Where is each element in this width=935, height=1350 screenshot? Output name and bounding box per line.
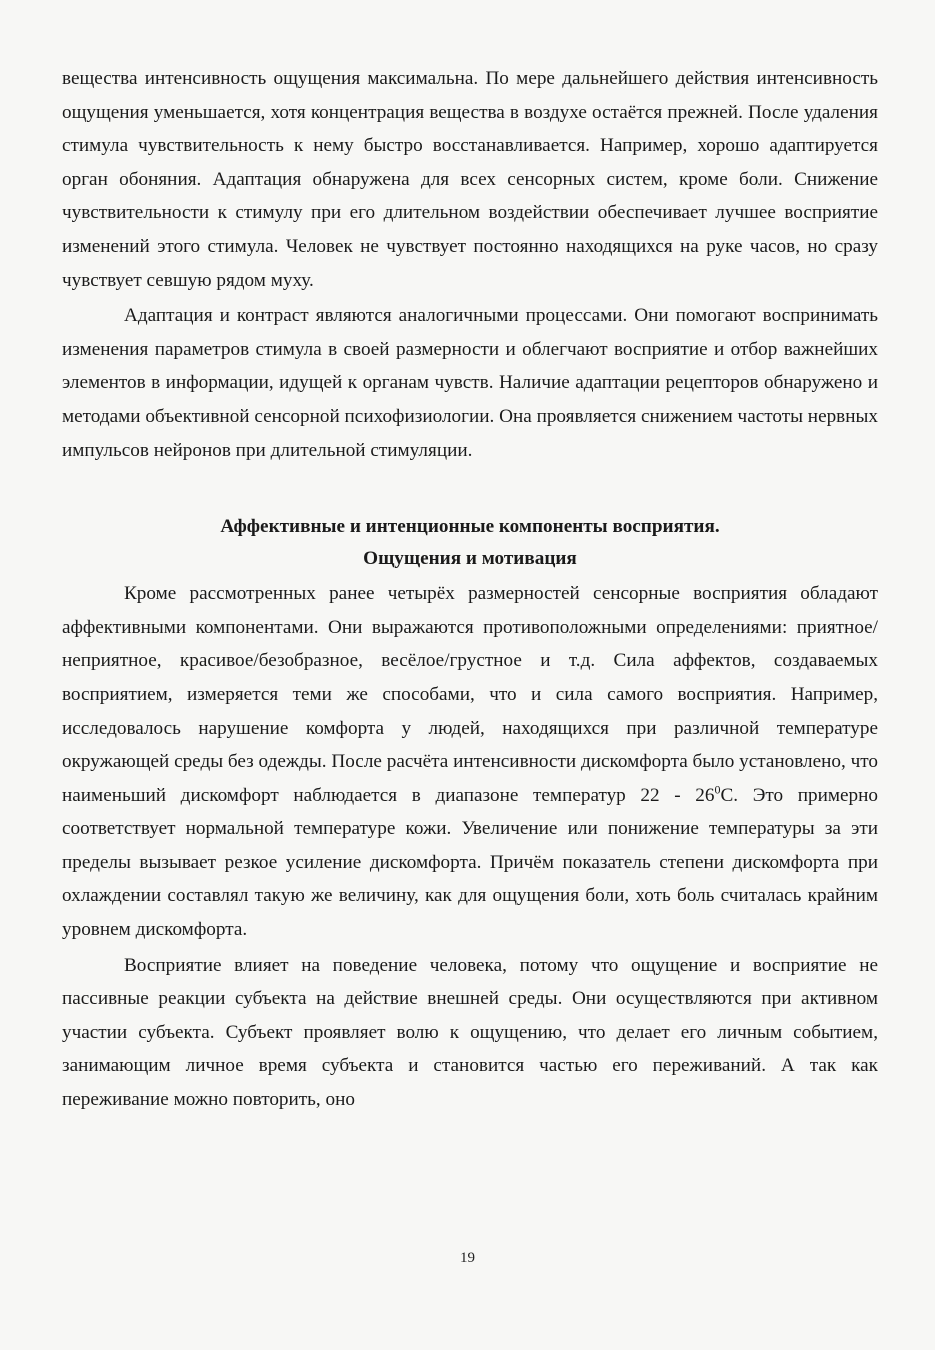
paragraph-text-part-2: С. Это примерно соответствует нормальной температуре кожи. Увеличение или понижение температуры за эти пределы вызывает резкое усиление дискомфорта. Причём показатель степени дискомфорта при охлаждении составлял такую же величину, как для ощущения боли, хоть боль считалась крайним уровнем дискомфорта. [62, 784, 879, 941]
paragraph-text-part-1: Кроме рассмотренных ранее четырёх размерностей сенсорные восприятия обладают аффективными компонентами. Они выражаются противоположными определениями: приятное/неприятное, красивое/безобразное, весёлое/грустное и т.д. Сила аффектов, создаваемых восприятием, измеряется теми же способами, что и сила самого восприятия. Например, исследовалось нарушение комфорта у людей, находящихся при различной температуре окружающей среды без одежды. После расчёта интенсивности дискомфорта было установлено, что наименьший дискомфорт наблюдается в диапазоне температур 22 - 26 [62, 583, 878, 806]
paragraph-adaptation-contrast: Адаптация и контраст являются аналогичными процессами. Они помогают воспринимать изменения параметров стимула в своей размерности и облегчают восприятие и отбор важнейших элементов в информации, идущей к органам чувств. Наличие адаптации рецепторов обнаружено и методами объективной сенсорной психофизиологии. Она проявляется снижением частоты нервных импульсов нейронов при длительной стимуляции. [62, 305, 878, 461]
section-heading [62, 511, 878, 575]
paragraph-perception-behavior: Восприятие влияет на поведение человека, потому что ощущение и восприятие не пассивные реакции субъекта на действие внешней среды. Они осуществляются при активном участии субъекта. Субъект проявляет волю к ощущению, что делает его личным событием, занимающим личное время субъекта и становится частью его переживаний. А так как переживание можно повторить, оно [62, 954, 878, 1111]
page-number: 19 [460, 1250, 475, 1266]
section-heading-line-1: Аффективные и интенционные компоненты восприятия. [220, 516, 720, 538]
paragraph-affective-components [62, 577, 878, 947]
section-heading-line-2: Ощущения и мотивация [363, 548, 577, 570]
degree-superscript: 0 [714, 782, 721, 797]
page-content [62, 62, 878, 1117]
paragraph-continuation: вещества интенсивность ощущения максимальна. По мере дальнейшего действия интенсивность ощущения уменьшается, хотя концентрация вещества в воздухе остаётся прежней. После удаления стимула чувствительность к нему быстро восстанавливается. Например, хорошо адаптируется орган обоняния. Адаптация обнаружена для всех сенсорных систем, кроме боли. Снижение чувствительности к стимулу при его длительном воздействии обеспечивает лучшее восприятие изменений этого стимула. Человек не чувствует постоянно находящихся на руке часов, но сразу чувствует севшую рядом муху. [62, 68, 878, 291]
